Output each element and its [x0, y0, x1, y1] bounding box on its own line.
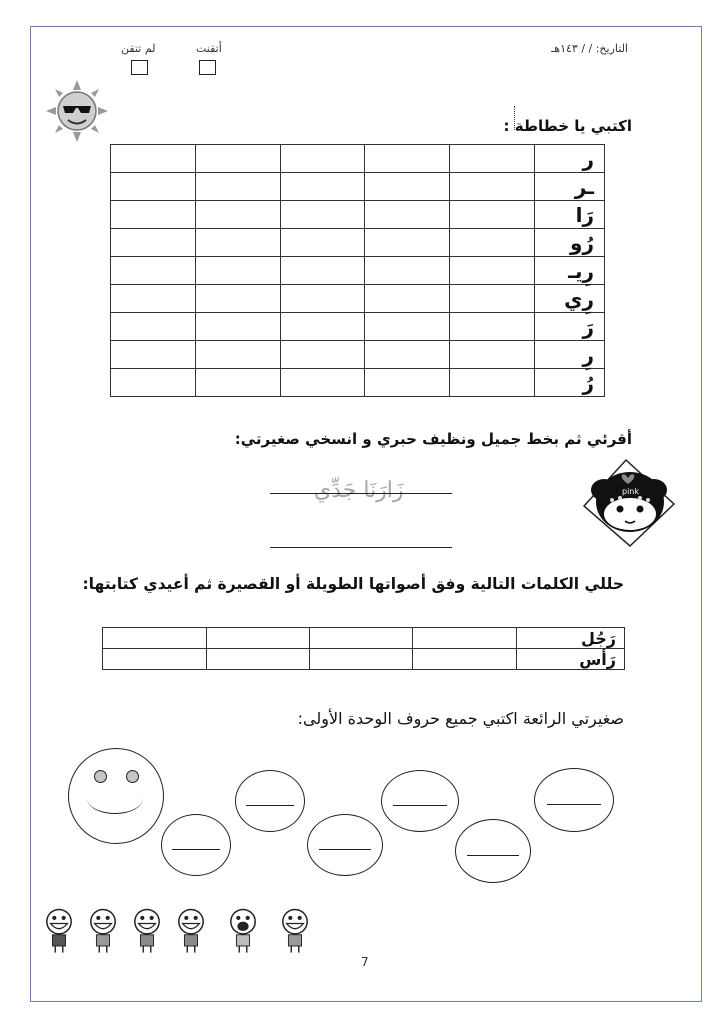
word-cell: رَأس: [516, 649, 624, 670]
writing-cell[interactable]: [195, 201, 280, 229]
letter-bubble-2[interactable]: [161, 814, 231, 876]
letter-cell: ـر: [534, 173, 604, 201]
section2-title: أقرئي ثم بخط جميل ونظيف حبري و انسخي صغيرتي:: [234, 430, 632, 448]
svg-text:pink: pink: [622, 487, 640, 496]
writing-cell[interactable]: [450, 313, 535, 341]
writing-cell[interactable]: [365, 229, 450, 257]
writing-cell[interactable]: [365, 369, 450, 397]
emoji-character-icon: [228, 908, 258, 954]
writing-cell[interactable]: [450, 285, 535, 313]
letter-cell: رِيـ: [534, 257, 604, 285]
letter-bubble-4[interactable]: [307, 814, 383, 876]
analysis-cell[interactable]: [206, 628, 309, 649]
writing-cell[interactable]: [195, 173, 280, 201]
emoji-character-icon: [44, 908, 74, 954]
writing-cell[interactable]: [365, 173, 450, 201]
letter-bubble-3[interactable]: [381, 770, 459, 832]
section3-title: حللي الكلمات التالية وفق أصواتها الطويلة أو القصيرة ثم أعيدي كتابتها:: [82, 575, 624, 593]
table-row: [111, 285, 605, 313]
writing-cell[interactable]: [111, 229, 196, 257]
section4-title: صغيرتي الرائعة اكتبي جميع حروف الوحدة الأولى:: [297, 709, 624, 728]
writing-cell[interactable]: [280, 145, 365, 173]
writing-cell[interactable]: [280, 313, 365, 341]
analysis-cell[interactable]: [206, 649, 309, 670]
writing-cell[interactable]: [450, 145, 535, 173]
letter-bubble-6[interactable]: [455, 819, 531, 883]
not-mastered-checkbox[interactable]: [131, 60, 148, 75]
letter-cell: رَا: [534, 201, 604, 229]
copy-line-1[interactable]: [270, 493, 452, 494]
writing-cell[interactable]: [195, 229, 280, 257]
mastered-checkbox[interactable]: [199, 60, 216, 75]
analysis-cell[interactable]: [103, 628, 207, 649]
writing-cell[interactable]: [365, 313, 450, 341]
letter-cell: رَ: [534, 313, 604, 341]
copy-line-2[interactable]: [270, 547, 452, 548]
writing-cell[interactable]: [280, 341, 365, 369]
writing-cell[interactable]: [111, 369, 196, 397]
letter-cell: رُو: [534, 229, 604, 257]
writing-cell[interactable]: [450, 257, 535, 285]
writing-cell[interactable]: [111, 285, 196, 313]
analysis-cell[interactable]: [413, 628, 516, 649]
date-label: التاريخ: / / ١٤٣هـ: [551, 42, 628, 55]
page-number: 7: [361, 955, 369, 969]
writing-cell[interactable]: [365, 145, 450, 173]
analysis-cell[interactable]: [310, 628, 413, 649]
emoji-character-icon: [132, 908, 162, 954]
table-row: [103, 628, 625, 649]
letter-practice-table: [110, 144, 605, 397]
writing-cell[interactable]: [450, 369, 535, 397]
writing-cell[interactable]: [111, 257, 196, 285]
table-row: [111, 201, 605, 229]
writing-cell[interactable]: [280, 201, 365, 229]
writing-cell[interactable]: [195, 257, 280, 285]
writing-cell[interactable]: [111, 173, 196, 201]
letter-cell: ر: [534, 145, 604, 173]
table-row: [111, 369, 605, 397]
girl-cartoon-icon: [576, 454, 682, 550]
writing-cell[interactable]: [195, 341, 280, 369]
section1-title: اكتبي يا خطاطة :: [503, 117, 632, 135]
writing-cell[interactable]: [280, 229, 365, 257]
writing-cell[interactable]: [195, 369, 280, 397]
writing-cell[interactable]: [111, 313, 196, 341]
emoji-character-icon: [280, 908, 310, 954]
table-row: [111, 229, 605, 257]
writing-cell[interactable]: [280, 173, 365, 201]
writing-cell[interactable]: [450, 201, 535, 229]
analysis-cell[interactable]: [103, 649, 207, 670]
writing-cell[interactable]: [111, 201, 196, 229]
table-row: [111, 341, 605, 369]
text-cursor: [514, 106, 516, 130]
word-cell: رَجُل: [516, 628, 624, 649]
not-mastered-label: لم تتقن: [121, 42, 156, 55]
analysis-cell[interactable]: [310, 649, 413, 670]
analysis-cell[interactable]: [413, 649, 516, 670]
writing-cell[interactable]: [450, 341, 535, 369]
writing-cell[interactable]: [195, 145, 280, 173]
table-row: [111, 145, 605, 173]
letter-cell: رِ: [534, 341, 604, 369]
emoji-character-icon: [176, 908, 206, 954]
writing-cell[interactable]: [111, 341, 196, 369]
writing-cell[interactable]: [195, 313, 280, 341]
table-row: [111, 257, 605, 285]
writing-cell[interactable]: [365, 257, 450, 285]
writing-cell[interactable]: [111, 145, 196, 173]
word-analysis-table: [102, 627, 625, 670]
mastered-label: أتقنت: [196, 42, 222, 55]
letter-cell: رُ: [534, 369, 604, 397]
table-row: [111, 173, 605, 201]
letter-bubble-5[interactable]: [534, 768, 614, 832]
letter-cell: رِي: [534, 285, 604, 313]
writing-cell[interactable]: [365, 201, 450, 229]
writing-cell[interactable]: [365, 285, 450, 313]
letter-bubble-1[interactable]: [235, 770, 305, 832]
model-phrase: زَارَنَا جَدِّي: [314, 478, 404, 503]
writing-cell[interactable]: [280, 369, 365, 397]
sun-sunglasses-icon: [46, 80, 108, 142]
writing-cell[interactable]: [450, 173, 535, 201]
table-row: [103, 649, 625, 670]
writing-cell[interactable]: [280, 257, 365, 285]
table-row: [111, 313, 605, 341]
writing-cell[interactable]: [450, 229, 535, 257]
writing-cell[interactable]: [280, 285, 365, 313]
writing-cell[interactable]: [195, 285, 280, 313]
emoji-character-icon: [88, 908, 118, 954]
smiley-face-icon: [68, 748, 164, 844]
writing-cell[interactable]: [365, 341, 450, 369]
